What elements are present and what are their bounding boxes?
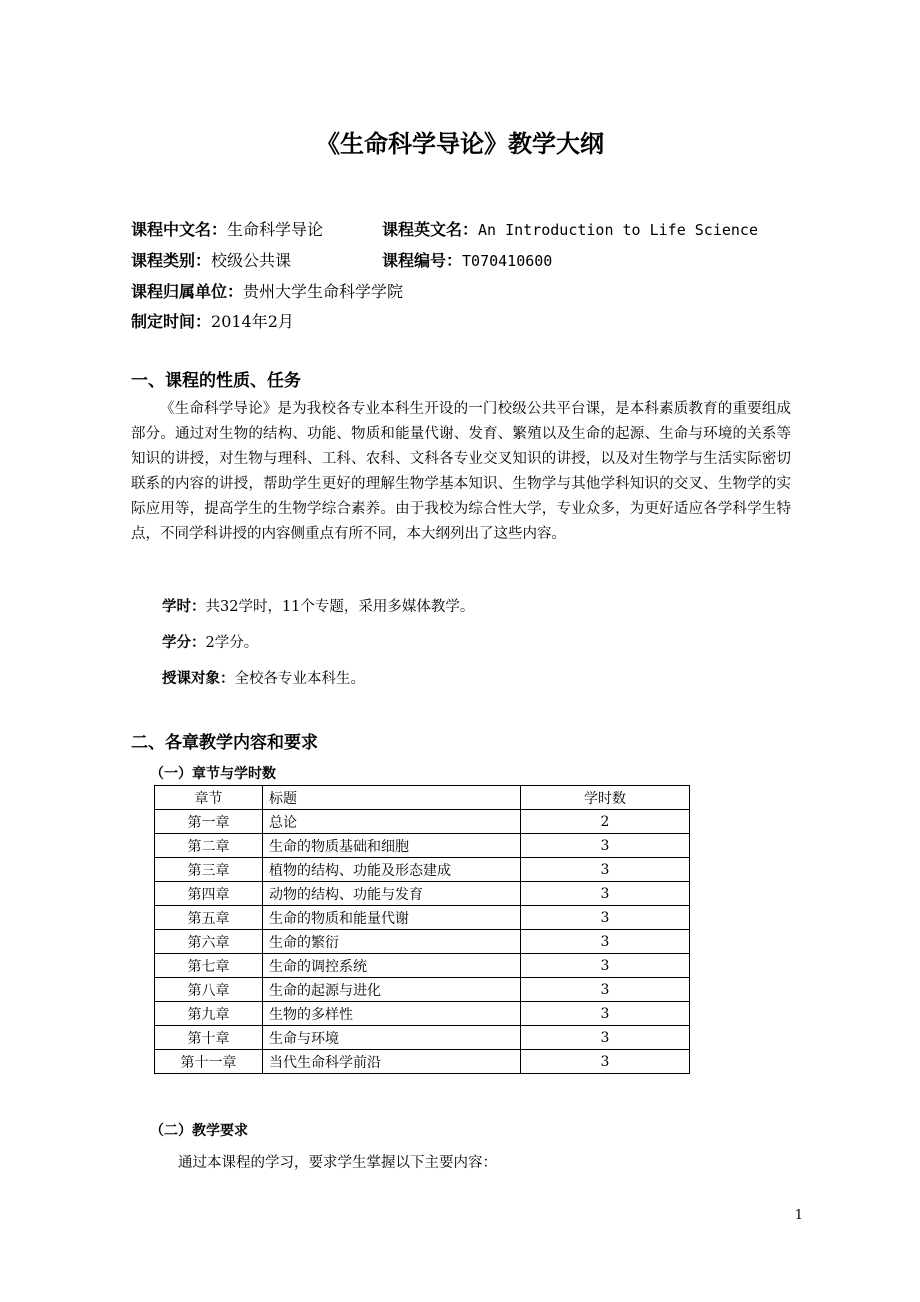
table-header-row [155, 786, 690, 810]
credits-value: 2学分。 [205, 635, 259, 651]
chapter-cell: 第七章 [155, 954, 263, 978]
title-cell: 生命的繁衍 [263, 930, 521, 954]
type-label: 课程类别： [131, 251, 212, 270]
credits-label: 学分： [162, 635, 206, 651]
table-row [155, 1050, 690, 1074]
meta-row-type [131, 250, 291, 272]
subsection-requirements-heading: （二）教学要求 [150, 1123, 248, 1139]
hours-cell: 3 [521, 906, 690, 930]
hours-cell: 3 [521, 978, 690, 1002]
hours-label: 学时： [162, 599, 206, 615]
cn-name-value: 生命科学导论 [227, 220, 324, 239]
date-value: 2014年2月 [211, 312, 294, 331]
hours-cell: 3 [521, 834, 690, 858]
date-label: 制定时间： [131, 312, 212, 331]
subsection-chapters-heading: （一）章节与学时数 [150, 766, 276, 782]
section1-heading: 一、课程的性质、任务 [131, 371, 301, 391]
page-number: 1 [794, 1208, 803, 1223]
table-row [155, 906, 690, 930]
table-row [155, 978, 690, 1002]
dept-value: 贵州大学生命科学学院 [243, 282, 404, 301]
section2-heading: 二、各章教学内容和要求 [131, 733, 318, 753]
title-cell: 生命的调控系统 [263, 954, 521, 978]
credits-line [162, 632, 258, 654]
audience-label: 授课对象： [162, 671, 235, 687]
section1-paragraph: 《生命科学导论》是为我校各专业本科生开设的一门校级公共平台课，是本科素质教育的重要组成部分。通过对生物的结构、功能、物质和能量代谢、发育、繁殖以及生命的起源、生命与环境的关系等知识的讲授，对生物与理科、工科、农科、文科各专业交叉知识的讲授，以及对生物学与生活实际密切联系的内容的讲授，帮助学生更好的理解生物学基本知识、生物学与其他学科知识的交叉、生物学的实际应用等，提高学生的生物学综合素养。由于我校为综合性大学，专业众多，为更好适应各学科学生特点，不同学科讲授的内容侧重点有所不同，本大纲列出了这些内容。 [131, 401, 791, 542]
table-row [155, 1002, 690, 1026]
title-cell: 动物的结构、功能与发育 [263, 882, 521, 906]
chapter-cell: 第八章 [155, 978, 263, 1002]
cn-name-label: 课程中文名： [131, 220, 228, 239]
table-row [155, 810, 690, 834]
chapter-cell: 第五章 [155, 906, 263, 930]
chapter-cell: 第一章 [155, 810, 263, 834]
header-hours: 学时数 [521, 786, 690, 810]
chapter-cell: 第四章 [155, 882, 263, 906]
title-cell: 植物的结构、功能及形态建成 [263, 858, 521, 882]
hours-cell: 3 [521, 858, 690, 882]
hours-line [162, 596, 474, 618]
chapter-cell: 第二章 [155, 834, 263, 858]
header-chapter: 章节 [155, 786, 263, 810]
chapter-cell: 第三章 [155, 858, 263, 882]
code-value: T070410600 [462, 252, 553, 270]
title-cell: 生命与环境 [263, 1026, 521, 1050]
hours-cell: 3 [521, 954, 690, 978]
hours-cell: 3 [521, 1002, 690, 1026]
hours-cell: 3 [521, 930, 690, 954]
audience-value: 全校各专业本科生。 [234, 671, 365, 687]
title-cell: 总论 [263, 810, 521, 834]
table-row [155, 930, 690, 954]
chapter-cell: 第六章 [155, 930, 263, 954]
table-row [155, 858, 690, 882]
hours-cell: 2 [521, 810, 690, 834]
en-name-label: 课程英文名： [382, 220, 479, 239]
chapter-cell: 第十章 [155, 1026, 263, 1050]
title-cell: 当代生命科学前沿 [263, 1050, 521, 1074]
title-cell: 生命的物质和能量代谢 [263, 906, 521, 930]
document-title: 《生命科学导论》教学大纲 [316, 130, 604, 158]
title-cell: 生命的起源与进化 [263, 978, 521, 1002]
hours-cell: 3 [521, 1050, 690, 1074]
chapter-cell: 第十一章 [155, 1050, 263, 1074]
table-row [155, 834, 690, 858]
title-cell: 生命的物质基础和细胞 [263, 834, 521, 858]
meta-row-names [131, 219, 323, 241]
hours-cell: 3 [521, 882, 690, 906]
table-row [155, 882, 690, 906]
meta-row-date [131, 311, 294, 333]
dept-label: 课程归属单位： [131, 282, 244, 301]
audience-line [162, 668, 365, 690]
table-row [155, 954, 690, 978]
code-label: 课程编号： [382, 251, 463, 270]
header-title: 标题 [263, 786, 521, 810]
meta-row-dept [131, 281, 403, 303]
title-cell: 生物的多样性 [263, 1002, 521, 1026]
meta-row-code [382, 250, 552, 272]
chapter-cell: 第九章 [155, 1002, 263, 1026]
chapter-hours-table [154, 785, 690, 1074]
meta-row-en [382, 219, 758, 241]
table-row [155, 1026, 690, 1050]
type-value: 校级公共课 [211, 251, 292, 270]
requirements-intro: 通过本课程的学习，要求学生掌握以下主要内容： [178, 1155, 497, 1171]
hours-value: 共32学时，11个专题，采用多媒体教学。 [205, 599, 475, 615]
hours-cell: 3 [521, 1026, 690, 1050]
en-name-value: An Introduction to Life Science [478, 221, 758, 239]
